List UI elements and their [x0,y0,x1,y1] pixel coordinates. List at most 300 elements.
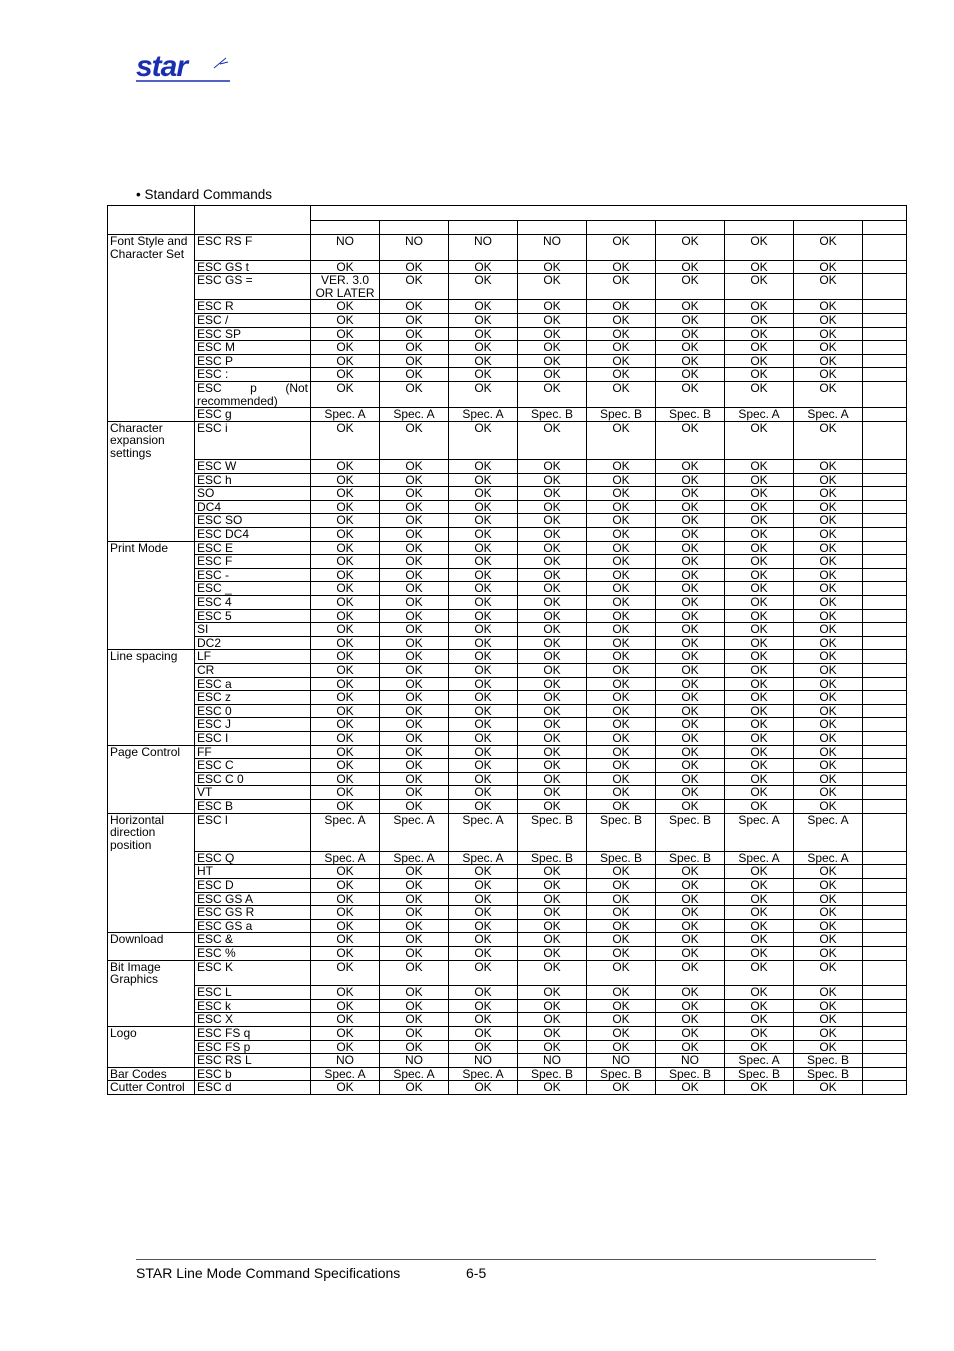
support-cell: OK [518,1013,587,1027]
command-cell: ESC GS R [195,906,311,920]
group-cell [108,946,195,960]
support-cell: NO [311,235,380,261]
support-cell: OK [725,541,794,555]
support-cell: OK [587,382,656,408]
support-cell: OK [587,999,656,1013]
support-cell: OK [587,731,656,745]
support-cell: OK [656,300,725,314]
support-cell: OK [311,636,380,650]
support-cell: OK [380,799,449,813]
group-cell [108,879,195,893]
support-cell: OK [794,799,863,813]
table-row [108,745,907,759]
empty-cell [863,274,907,300]
support-cell: Spec. A [449,1067,518,1081]
support-cell: OK [311,731,380,745]
support-cell: OK [656,487,725,501]
header-row-1 [108,206,907,221]
command-cell: ESC L [195,986,311,1000]
support-cell: OK [380,421,449,459]
empty-cell [863,919,907,933]
support-cell: OK [794,473,863,487]
support-cell: OK [449,799,518,813]
support-cell: OK [518,487,587,501]
support-cell: OK [725,1040,794,1054]
empty-cell [863,609,907,623]
command-cell: ESC M [195,341,311,355]
support-cell: OK [656,677,725,691]
empty-cell [863,813,907,851]
support-cell: OK [311,691,380,705]
group-label: Logo [108,1027,195,1041]
support-cell: OK [587,1040,656,1054]
group-cell [108,514,195,528]
command-cell: VT [195,786,311,800]
support-cell: OK [587,892,656,906]
support-cell: OK [449,664,518,678]
support-cell: OK [656,745,725,759]
group-cell [108,999,195,1013]
support-cell: OK [587,946,656,960]
support-cell: Spec. A [725,851,794,865]
command-cell: ESC / [195,314,311,328]
command-cell: ESC Q [195,851,311,865]
support-cell: OK [518,596,587,610]
support-cell: OK [725,879,794,893]
support-cell: OK [725,745,794,759]
support-cell: Spec. A [725,408,794,422]
support-cell: OK [311,473,380,487]
group-label: Cutter Control [108,1081,195,1095]
support-cell: OK [587,986,656,1000]
command-cell: ESC R [195,300,311,314]
support-cell: Spec. A [380,813,449,851]
group-cell [108,260,195,274]
support-cell: OK [656,260,725,274]
support-cell: OK [380,772,449,786]
support-cell: OK [380,731,449,745]
support-cell: OK [449,1013,518,1027]
command-cell: ESC d [195,1081,311,1095]
support-cell: OK [311,892,380,906]
command-cell: ESC X [195,1013,311,1027]
empty-cell [863,260,907,274]
support-cell: OK [518,314,587,328]
support-cell: OK [311,1013,380,1027]
support-cell: OK [587,865,656,879]
support-cell: OK [587,582,656,596]
support-cell: Spec. A [380,1067,449,1081]
support-cell: OK [311,582,380,596]
command-cell: HT [195,865,311,879]
empty-cell [863,341,907,355]
group-label: Font Style and Character Set [108,235,195,261]
support-cell: OK [449,1040,518,1054]
table-row [108,487,907,501]
command-cell: ESC W [195,460,311,474]
group-cell [108,851,195,865]
table-row [108,500,907,514]
table-row [108,274,907,300]
support-cell: OK [794,986,863,1000]
group-cell [108,500,195,514]
table-row [108,999,907,1013]
empty-cell [863,906,907,920]
support-cell: OK [380,745,449,759]
command-cell: ESC 0 [195,704,311,718]
empty-cell [863,664,907,678]
support-cell: OK [449,500,518,514]
table-row [108,382,907,408]
support-cell: OK [587,786,656,800]
support-cell: OK [311,623,380,637]
support-cell: OK [656,986,725,1000]
support-cell: OK [725,460,794,474]
support-cell: OK [449,704,518,718]
group-cell [108,314,195,328]
support-cell: OK [725,235,794,261]
support-cell: OK [380,1013,449,1027]
support-cell: OK [518,368,587,382]
support-cell: OK [725,986,794,1000]
support-cell: OK [587,500,656,514]
support-cell: OK [587,1081,656,1095]
support-cell: OK [311,986,380,1000]
support-cell: OK [449,865,518,879]
support-cell: OK [587,354,656,368]
support-cell: OK [311,1081,380,1095]
support-cell: OK [380,341,449,355]
table-row [108,933,907,947]
support-cell: OK [518,759,587,773]
support-cell: OK [587,300,656,314]
support-cell: OK [311,906,380,920]
support-cell: OK [725,718,794,732]
support-cell: OK [794,999,863,1013]
support-cell: OK [725,623,794,637]
support-cell: OK [794,541,863,555]
command-cell: ESC RS L [195,1054,311,1068]
support-cell: OK [449,596,518,610]
support-cell: OK [449,731,518,745]
support-cell: OK [725,368,794,382]
support-cell: OK [518,718,587,732]
support-cell: OK [587,487,656,501]
support-cell: OK [449,960,518,986]
table-row [108,718,907,732]
support-cell: OK [518,786,587,800]
support-cell: OK [656,731,725,745]
support-cell: OK [380,473,449,487]
table-row [108,408,907,422]
support-cell: OK [518,799,587,813]
support-cell: OK [311,799,380,813]
empty-cell [863,636,907,650]
group-cell [108,582,195,596]
support-cell: OK [380,460,449,474]
group-cell [108,568,195,582]
support-cell: OK [449,946,518,960]
support-cell: OK [518,582,587,596]
support-cell: OK [311,745,380,759]
support-cell: OK [518,609,587,623]
support-cell: Spec. B [587,813,656,851]
support-cell: OK [311,786,380,800]
empty-cell [863,879,907,893]
command-cell: SI [195,623,311,637]
support-cell: OK [518,473,587,487]
support-cell: OK [380,664,449,678]
table-row [108,919,907,933]
empty-cell [863,960,907,986]
support-cell: OK [725,473,794,487]
support-cell: OK [656,892,725,906]
table-row [108,772,907,786]
support-cell: OK [587,541,656,555]
support-cell: OK [587,664,656,678]
command-cell: ESC GS a [195,919,311,933]
table-row [108,473,907,487]
group-cell [108,759,195,773]
support-cell: OK [518,260,587,274]
table-row [108,260,907,274]
support-cell: Spec. A [311,851,380,865]
support-cell: OK [587,274,656,300]
command-cell: ESC K [195,960,311,986]
support-cell: OK [518,892,587,906]
group-label: Bit Image Graphics [108,960,195,986]
support-cell: OK [656,354,725,368]
support-cell: OK [587,906,656,920]
support-cell: OK [380,879,449,893]
support-cell: OK [311,382,380,408]
table-row [108,555,907,569]
table-row [108,421,907,459]
group-cell [108,718,195,732]
table-row [108,368,907,382]
table-row [108,946,907,960]
empty-cell [863,514,907,528]
empty-cell [863,892,907,906]
support-cell: Spec. A [449,851,518,865]
support-cell: OK [725,596,794,610]
support-cell: OK [449,274,518,300]
support-cell: OK [587,260,656,274]
command-cell: ESC _ [195,582,311,596]
support-cell: OK [449,421,518,459]
group-cell [108,691,195,705]
support-cell: Spec. B [518,1067,587,1081]
support-cell: NO [380,1054,449,1068]
support-cell: OK [794,892,863,906]
support-cell: OK [518,986,587,1000]
support-cell: OK [449,300,518,314]
support-cell: OK [449,879,518,893]
support-cell: OK [794,691,863,705]
table-row [108,799,907,813]
support-cell: OK [518,555,587,569]
support-cell: OK [794,327,863,341]
support-cell: OK [380,487,449,501]
group-cell [108,892,195,906]
support-cell: OK [311,260,380,274]
support-cell: OK [587,341,656,355]
command-cell: ESC D [195,879,311,893]
empty-cell [863,327,907,341]
support-cell: OK [380,274,449,300]
support-cell: OK [311,514,380,528]
support-cell: Spec. B [656,813,725,851]
empty-cell [863,933,907,947]
support-cell: OK [449,473,518,487]
support-cell: OK [449,786,518,800]
table-row [108,327,907,341]
support-cell: OK [449,260,518,274]
command-cell: DC4 [195,500,311,514]
support-cell: OK [518,960,587,986]
command-cell: ESC I [195,731,311,745]
command-cell: LF [195,650,311,664]
support-cell: OK [449,772,518,786]
support-cell: OK [518,382,587,408]
support-cell: OK [518,528,587,542]
support-cell: OK [725,650,794,664]
command-cell: ESC FS q [195,1027,311,1041]
empty-cell [863,354,907,368]
table-row [108,786,907,800]
table-row [108,906,907,920]
support-cell: OK [380,759,449,773]
support-cell: OK [311,541,380,555]
support-cell: OK [794,596,863,610]
support-cell: OK [725,1027,794,1041]
command-cell: ESC g [195,408,311,422]
support-cell: OK [656,704,725,718]
support-cell: OK [794,664,863,678]
support-cell: OK [656,759,725,773]
support-cell: NO [656,1054,725,1068]
support-cell: OK [794,786,863,800]
support-cell: OK [449,636,518,650]
table-row [108,623,907,637]
empty-cell [863,704,907,718]
support-cell: OK [518,421,587,459]
support-cell: OK [794,528,863,542]
support-cell: OK [311,368,380,382]
support-cell: OK [725,500,794,514]
support-cell: Spec. A [311,813,380,851]
support-cell: OK [311,300,380,314]
table-row [108,460,907,474]
support-cell: OK [449,1027,518,1041]
command-cell: ESC l [195,813,311,851]
support-cell: OK [380,946,449,960]
support-cell: OK [656,1081,725,1095]
support-cell: OK [311,354,380,368]
group-cell [108,555,195,569]
group-cell [108,609,195,623]
support-cell: OK [656,772,725,786]
support-cell: OK [311,609,380,623]
group-cell [108,274,195,300]
support-cell: OK [449,582,518,596]
support-cell: OK [449,528,518,542]
table-row [108,314,907,328]
support-cell: Spec. B [656,408,725,422]
support-cell: OK [311,487,380,501]
support-cell: OK [449,623,518,637]
support-cell: OK [518,1040,587,1054]
support-cell: OK [311,596,380,610]
support-cell: OK [725,677,794,691]
table-row [108,1040,907,1054]
command-cell: ESC DC4 [195,528,311,542]
command-cell: ESC p (Not recommended) [195,382,311,408]
support-cell: OK [725,892,794,906]
support-cell: OK [794,314,863,328]
support-cell: OK [518,704,587,718]
empty-cell [863,1067,907,1081]
support-cell: OK [449,541,518,555]
support-cell: OK [794,235,863,261]
support-cell: OK [311,933,380,947]
support-cell: OK [587,568,656,582]
command-cell: ESC RS F [195,235,311,261]
support-cell: OK [587,704,656,718]
support-cell: NO [449,235,518,261]
support-cell: OK [380,260,449,274]
command-cell: ESC a [195,677,311,691]
command-cell: SO [195,487,311,501]
table-row [108,354,907,368]
empty-cell [863,421,907,459]
support-cell: OK [725,382,794,408]
table-row [108,731,907,745]
command-cell: ESC FS p [195,1040,311,1054]
support-cell: OK [656,235,725,261]
support-cell: OK [656,382,725,408]
support-cell: OK [794,906,863,920]
support-cell: Spec. B [518,851,587,865]
support-cell: OK [518,354,587,368]
table-row [108,892,907,906]
empty-cell [863,745,907,759]
support-cell: OK [518,879,587,893]
support-cell: OK [725,582,794,596]
support-cell: OK [449,341,518,355]
support-cell: OK [518,731,587,745]
support-cell: OK [794,354,863,368]
group-cell [108,596,195,610]
support-cell: OK [449,718,518,732]
support-cell: OK [794,759,863,773]
empty-cell [863,555,907,569]
support-cell: Spec. A [311,1067,380,1081]
support-cell: OK [311,421,380,459]
support-cell: Spec. B [518,813,587,851]
support-cell: OK [656,865,725,879]
support-cell: OK [725,341,794,355]
empty-cell [863,368,907,382]
table-row [108,300,907,314]
support-cell: OK [725,1081,794,1095]
table-row [108,1081,907,1095]
support-cell: OK [518,865,587,879]
empty-cell [863,946,907,960]
support-cell: OK [656,341,725,355]
support-cell: OK [656,460,725,474]
command-cell: ESC i [195,421,311,459]
